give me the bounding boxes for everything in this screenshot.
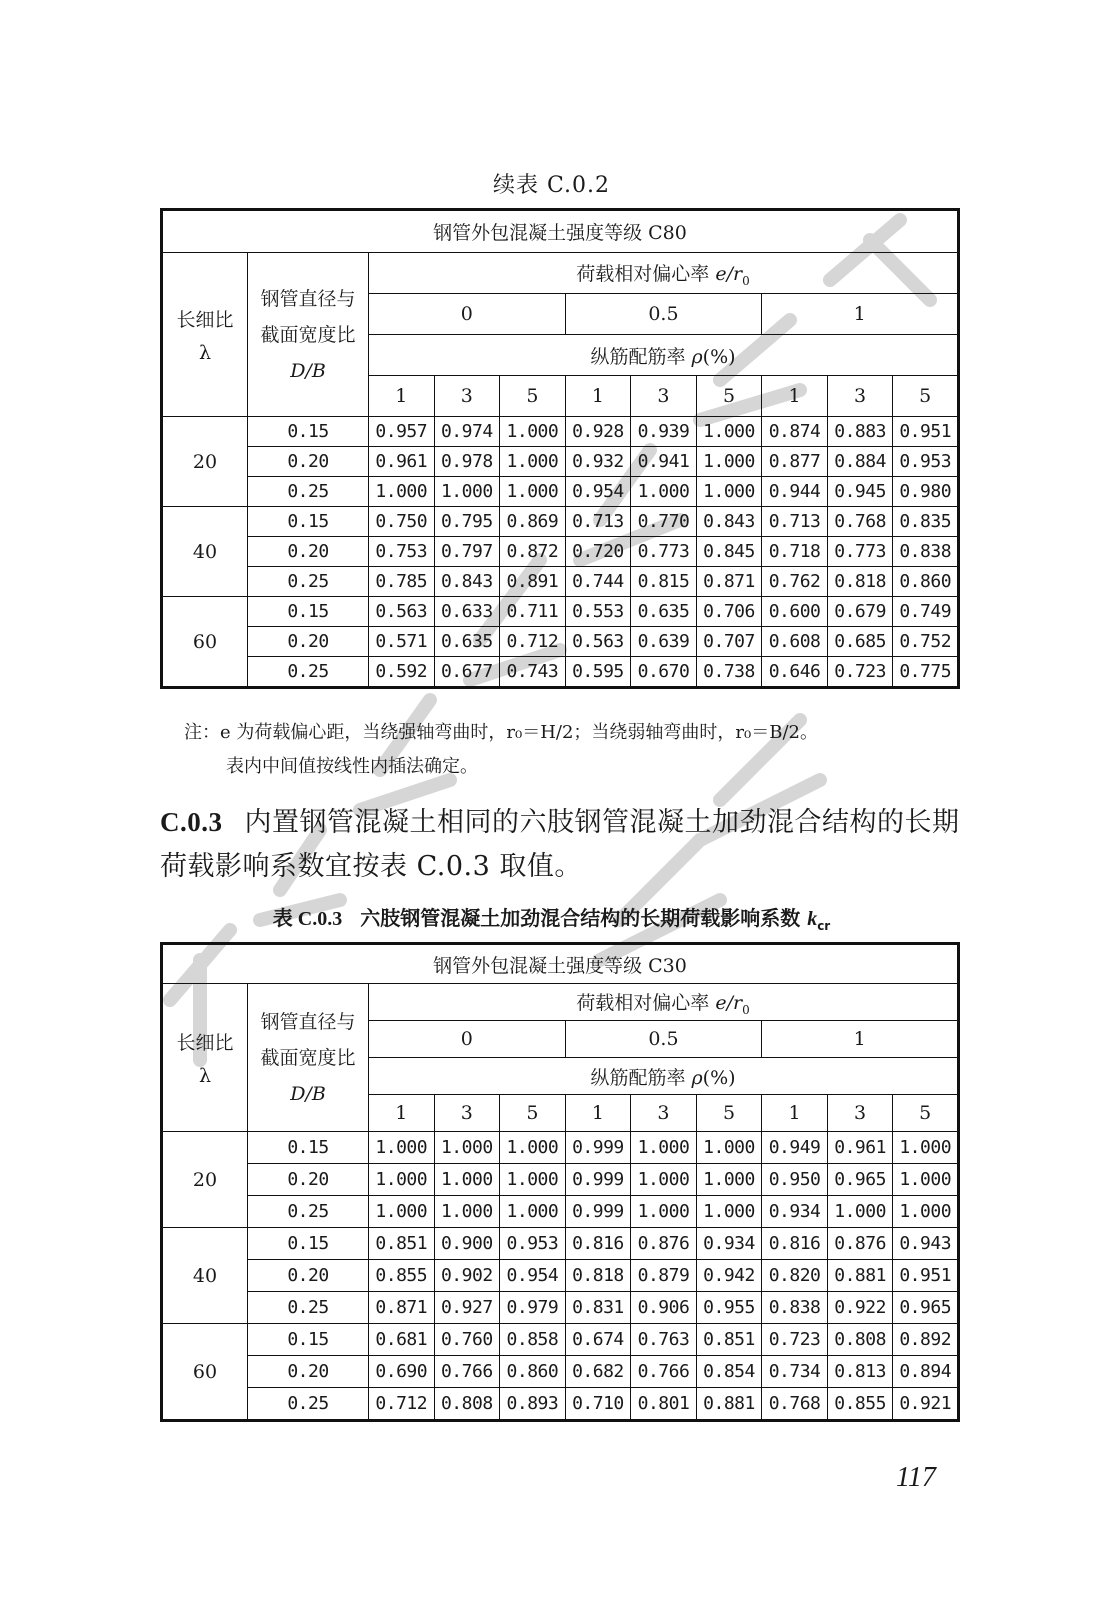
rho-value: 5 (696, 376, 762, 417)
value-cell: 1.000 (827, 1196, 893, 1228)
value-cell: 0.858 (500, 1324, 566, 1356)
value-cell: 0.808 (827, 1324, 893, 1356)
eccentricity-value: 1 (762, 294, 959, 335)
note-line-1: 注：e 为荷载偏心距，当绕强轴弯曲时，r₀＝H/2；当绕弱轴弯曲时，r₀＝B/2。 (184, 722, 818, 743)
value-cell: 0.820 (762, 1260, 828, 1292)
value-cell: 0.707 (696, 627, 762, 657)
eccentricity-label: 荷载相对偏心率 (576, 262, 710, 285)
rho-value: 3 (631, 1095, 697, 1132)
value-cell: 0.749 (893, 597, 959, 627)
value-cell: 1.000 (369, 1164, 435, 1196)
value-cell: 1.000 (434, 1132, 500, 1164)
table-row (162, 1324, 959, 1356)
rho-value: 5 (893, 1095, 959, 1132)
value-cell: 0.950 (762, 1164, 828, 1196)
db-cell: 0.15 (248, 417, 369, 447)
value-cell: 0.900 (434, 1228, 500, 1260)
ratio-label-line1: 钢管直径与 (260, 1010, 356, 1033)
lambda-cell: 60 (162, 1324, 248, 1421)
slenderness-symbol: λ (198, 342, 212, 364)
value-cell: 1.000 (893, 1132, 959, 1164)
section-c03-paragraph (160, 800, 970, 889)
section-text: 内置钢管混凝土相同的六肢钢管混凝土加劲混合结构的长期荷载影响系数宜按表 C.0.3 取值。 (160, 807, 960, 882)
rho-value: 3 (827, 1095, 893, 1132)
page-number: 117 (896, 1462, 936, 1493)
value-cell: 0.860 (893, 567, 959, 597)
value-cell: 0.884 (827, 447, 893, 477)
rho-value: 1 (565, 1095, 631, 1132)
value-cell: 0.845 (696, 537, 762, 567)
value-cell: 0.712 (369, 1388, 435, 1421)
value-cell: 0.571 (369, 627, 435, 657)
value-cell: 0.978 (434, 447, 500, 477)
table-row (162, 537, 959, 567)
value-cell: 0.760 (434, 1324, 500, 1356)
value-cell: 0.855 (827, 1388, 893, 1421)
table-row (162, 1292, 959, 1324)
table-row (162, 1196, 959, 1228)
rho-value: 3 (631, 376, 697, 417)
value-cell: 0.965 (893, 1292, 959, 1324)
value-cell: 0.720 (565, 537, 631, 567)
value-cell: 0.953 (893, 447, 959, 477)
value-cell: 0.766 (434, 1356, 500, 1388)
value-cell: 0.670 (631, 657, 697, 688)
value-cell: 0.808 (434, 1388, 500, 1421)
reinforcement-unit: (%) (702, 1066, 736, 1089)
value-cell: 0.713 (762, 507, 828, 537)
value-cell: 0.762 (762, 567, 828, 597)
value-cell: 0.892 (893, 1324, 959, 1356)
rho-value: 3 (827, 376, 893, 417)
eccentricity-header (369, 253, 959, 294)
value-cell: 0.906 (631, 1292, 697, 1324)
value-cell: 0.682 (565, 1356, 631, 1388)
value-cell: 0.711 (500, 597, 566, 627)
value-cell: 0.677 (434, 657, 500, 688)
value-cell: 1.000 (696, 447, 762, 477)
table-title: 六肢钢管混凝土加劲混合结构的长期荷载影响系数 (360, 906, 801, 930)
grade-title-row (162, 944, 959, 984)
rho-value: 1 (762, 1095, 828, 1132)
value-cell: 1.000 (500, 1132, 566, 1164)
value-cell: 1.000 (434, 1196, 500, 1228)
db-cell: 0.15 (248, 597, 369, 627)
value-cell: 0.927 (434, 1292, 500, 1324)
lambda-cell: 20 (162, 417, 248, 507)
value-cell: 0.734 (762, 1356, 828, 1388)
value-cell: 0.743 (500, 657, 566, 688)
value-cell: 0.763 (631, 1324, 697, 1356)
value-cell: 0.768 (762, 1388, 828, 1421)
value-cell: 0.773 (827, 537, 893, 567)
value-cell: 0.974 (434, 417, 500, 447)
value-cell: 0.953 (500, 1228, 566, 1260)
value-cell: 0.954 (565, 477, 631, 507)
eccentricity-value: 0.5 (565, 1021, 762, 1058)
rho-value: 3 (434, 376, 500, 417)
value-cell: 0.815 (631, 567, 697, 597)
header-row (162, 253, 959, 294)
eccentricity-value: 0 (369, 294, 566, 335)
value-cell: 1.000 (893, 1196, 959, 1228)
slenderness-label: 长细比 (176, 1032, 234, 1054)
value-cell: 0.999 (565, 1132, 631, 1164)
value-cell: 0.816 (762, 1228, 828, 1260)
ratio-label-line1: 钢管直径与 (260, 287, 356, 310)
value-cell: 0.954 (500, 1260, 566, 1292)
ratio-symbol: D/B (290, 359, 326, 382)
lambda-cell: 60 (162, 597, 248, 688)
db-cell: 0.15 (248, 1132, 369, 1164)
db-cell: 0.20 (248, 627, 369, 657)
value-cell: 0.831 (565, 1292, 631, 1324)
value-cell: 0.928 (565, 417, 631, 447)
reinforcement-symbol: ρ (691, 1066, 703, 1089)
value-cell: 0.951 (893, 417, 959, 447)
value-cell: 0.818 (565, 1260, 631, 1292)
value-cell: 0.744 (565, 567, 631, 597)
lambda-cell: 20 (162, 1132, 248, 1228)
eccentricity-header (369, 984, 959, 1021)
value-cell: 0.635 (434, 627, 500, 657)
value-cell: 1.000 (696, 477, 762, 507)
lambda-cell: 40 (162, 1228, 248, 1324)
value-cell: 1.000 (631, 1132, 697, 1164)
eccentricity-value: 0.5 (565, 294, 762, 335)
table-row (162, 657, 959, 688)
rho-value: 5 (696, 1095, 762, 1132)
table-row (162, 1164, 959, 1196)
value-cell: 1.000 (893, 1164, 959, 1196)
db-cell: 0.25 (248, 477, 369, 507)
value-cell: 0.838 (893, 537, 959, 567)
grade-title: 钢管外包混凝土强度等级 C80 (162, 210, 959, 253)
value-cell: 0.922 (827, 1292, 893, 1324)
value-cell: 0.874 (762, 417, 828, 447)
value-cell: 0.879 (631, 1260, 697, 1292)
rho-value: 1 (369, 376, 435, 417)
rho-value: 5 (893, 376, 959, 417)
value-cell: 1.000 (631, 477, 697, 507)
value-cell: 0.801 (631, 1388, 697, 1421)
ratio-label-line2: 截面宽度比 (260, 1046, 356, 1069)
rho-value: 1 (369, 1095, 435, 1132)
db-cell: 0.25 (248, 657, 369, 688)
value-cell: 0.595 (565, 657, 631, 688)
value-cell: 0.681 (369, 1324, 435, 1356)
ratio-label-line2: 截面宽度比 (260, 323, 356, 346)
value-cell: 0.902 (434, 1260, 500, 1292)
table-row (162, 417, 959, 447)
value-cell: 0.750 (369, 507, 435, 537)
eccentricity-symbol: e/r (715, 991, 743, 1014)
db-cell: 0.15 (248, 1324, 369, 1356)
value-cell: 0.753 (369, 537, 435, 567)
value-cell: 0.941 (631, 447, 697, 477)
table-row (162, 447, 959, 477)
value-cell: 0.891 (500, 567, 566, 597)
eccentricity-label: 荷载相对偏心率 (576, 991, 710, 1014)
value-cell: 0.961 (827, 1132, 893, 1164)
slenderness-symbol: λ (198, 1065, 212, 1087)
value-cell: 0.999 (565, 1164, 631, 1196)
rho-value: 5 (500, 1095, 566, 1132)
rho-value: 1 (762, 376, 828, 417)
value-cell: 0.768 (827, 507, 893, 537)
reinforcement-header (369, 335, 959, 376)
value-cell: 1.000 (696, 1196, 762, 1228)
value-cell: 0.871 (369, 1292, 435, 1324)
value-cell: 0.685 (827, 627, 893, 657)
db-cell: 0.15 (248, 1228, 369, 1260)
table-note (184, 716, 984, 784)
value-cell: 0.949 (762, 1132, 828, 1164)
value-cell: 0.674 (565, 1324, 631, 1356)
value-cell: 0.869 (500, 507, 566, 537)
table-row (162, 1132, 959, 1164)
value-cell: 1.000 (369, 477, 435, 507)
reinforcement-header (369, 1058, 959, 1095)
table-continued-caption: 续表 C.0.2 (492, 173, 611, 198)
lambda-cell: 40 (162, 507, 248, 597)
table-row (162, 567, 959, 597)
value-cell: 0.951 (893, 1260, 959, 1292)
value-cell: 0.939 (631, 417, 697, 447)
value-cell: 0.944 (762, 477, 828, 507)
value-cell: 0.797 (434, 537, 500, 567)
table-c03 (160, 942, 960, 1422)
value-cell: 0.592 (369, 657, 435, 688)
reinforcement-label: 纵筋配筋率 (590, 1066, 686, 1089)
value-cell: 0.723 (827, 657, 893, 688)
value-cell: 0.872 (500, 537, 566, 567)
value-cell: 0.957 (369, 417, 435, 447)
value-cell: 0.773 (631, 537, 697, 567)
rho-value: 1 (565, 376, 631, 417)
value-cell: 0.881 (827, 1260, 893, 1292)
value-cell: 0.795 (434, 507, 500, 537)
value-cell: 0.921 (893, 1388, 959, 1421)
ratio-header (248, 984, 369, 1132)
db-cell: 0.20 (248, 1356, 369, 1388)
value-cell: 0.813 (827, 1356, 893, 1388)
value-cell: 0.851 (696, 1324, 762, 1356)
value-cell: 1.000 (696, 1132, 762, 1164)
value-cell: 0.876 (827, 1228, 893, 1260)
value-cell: 1.000 (500, 447, 566, 477)
value-cell: 0.770 (631, 507, 697, 537)
table-row (162, 1356, 959, 1388)
value-cell: 0.942 (696, 1260, 762, 1292)
eccentricity-value: 0 (369, 1021, 566, 1058)
value-cell: 0.713 (565, 507, 631, 537)
table-c02-continued (160, 208, 960, 689)
value-cell: 1.000 (500, 1196, 566, 1228)
table-row (162, 1260, 959, 1292)
table-symbol-sub: cr (817, 919, 831, 933)
db-cell: 0.25 (248, 1292, 369, 1324)
value-cell: 0.961 (369, 447, 435, 477)
eccentricity-subscript: 0 (742, 1002, 750, 1017)
value-cell: 0.934 (762, 1196, 828, 1228)
value-cell: 0.723 (762, 1324, 828, 1356)
db-cell: 0.25 (248, 1388, 369, 1421)
value-cell: 0.816 (565, 1228, 631, 1260)
value-cell: 0.712 (500, 627, 566, 657)
rho-value: 3 (434, 1095, 500, 1132)
value-cell: 0.980 (893, 477, 959, 507)
table-row (162, 477, 959, 507)
reinforcement-label: 纵筋配筋率 (590, 345, 686, 368)
value-cell: 0.690 (369, 1356, 435, 1388)
value-cell: 0.854 (696, 1356, 762, 1388)
value-cell: 0.843 (434, 567, 500, 597)
value-cell: 1.000 (631, 1196, 697, 1228)
value-cell: 0.979 (500, 1292, 566, 1324)
value-cell: 1.000 (631, 1164, 697, 1196)
value-cell: 0.965 (827, 1164, 893, 1196)
value-cell: 0.838 (762, 1292, 828, 1324)
value-cell: 0.710 (565, 1388, 631, 1421)
value-cell: 0.718 (762, 537, 828, 567)
value-cell: 0.945 (827, 477, 893, 507)
value-cell: 0.818 (827, 567, 893, 597)
value-cell: 0.876 (631, 1228, 697, 1260)
db-cell: 0.20 (248, 447, 369, 477)
value-cell: 0.893 (500, 1388, 566, 1421)
db-cell: 0.20 (248, 1164, 369, 1196)
eccentricity-subscript: 0 (742, 273, 750, 288)
eccentricity-value: 1 (762, 1021, 959, 1058)
value-cell: 0.608 (762, 627, 828, 657)
value-cell: 0.639 (631, 627, 697, 657)
value-cell: 1.000 (369, 1196, 435, 1228)
db-cell: 0.20 (248, 1260, 369, 1292)
value-cell: 0.600 (762, 597, 828, 627)
table-symbol: k (807, 908, 818, 930)
value-cell: 0.766 (631, 1356, 697, 1388)
value-cell: 1.000 (500, 417, 566, 447)
value-cell: 0.943 (893, 1228, 959, 1260)
note-line-2: 表内中间值按线性内插法确定。 (226, 756, 478, 777)
db-cell: 0.25 (248, 567, 369, 597)
reinforcement-unit: (%) (702, 345, 736, 368)
value-cell: 0.871 (696, 567, 762, 597)
value-cell: 0.894 (893, 1356, 959, 1388)
value-cell: 1.000 (500, 477, 566, 507)
db-cell: 0.15 (248, 507, 369, 537)
value-cell: 0.955 (696, 1292, 762, 1324)
value-cell: 0.633 (434, 597, 500, 627)
value-cell: 0.553 (565, 597, 631, 627)
value-cell: 0.775 (893, 657, 959, 688)
table-number: 表 C.0.3 (272, 908, 343, 930)
table-row (162, 1228, 959, 1260)
value-cell: 0.883 (827, 417, 893, 447)
value-cell: 0.843 (696, 507, 762, 537)
table-row (162, 507, 959, 537)
value-cell: 0.851 (369, 1228, 435, 1260)
table-row (162, 627, 959, 657)
value-cell: 0.855 (369, 1260, 435, 1292)
value-cell: 0.881 (696, 1388, 762, 1421)
value-cell: 0.932 (565, 447, 631, 477)
value-cell: 0.752 (893, 627, 959, 657)
value-cell: 1.000 (369, 1132, 435, 1164)
db-cell: 0.25 (248, 1196, 369, 1228)
value-cell: 0.679 (827, 597, 893, 627)
grade-title-row (162, 210, 959, 253)
value-cell: 1.000 (434, 477, 500, 507)
slenderness-header (162, 253, 248, 417)
value-cell: 0.563 (565, 627, 631, 657)
value-cell: 0.877 (762, 447, 828, 477)
value-cell: 1.000 (696, 1164, 762, 1196)
reinforcement-symbol: ρ (691, 345, 703, 368)
value-cell: 0.563 (369, 597, 435, 627)
value-cell: 0.635 (631, 597, 697, 627)
rho-value: 5 (500, 376, 566, 417)
slenderness-label: 长细比 (176, 309, 234, 331)
grade-title: 钢管外包混凝土强度等级 C30 (162, 944, 959, 984)
slenderness-header (162, 984, 248, 1132)
eccentricity-symbol: e/r (715, 262, 743, 285)
value-cell: 0.934 (696, 1228, 762, 1260)
value-cell: 0.706 (696, 597, 762, 627)
value-cell: 1.000 (434, 1164, 500, 1196)
value-cell: 0.999 (565, 1196, 631, 1228)
table-row (162, 1388, 959, 1421)
ratio-header (248, 253, 369, 417)
ratio-symbol: D/B (290, 1082, 326, 1105)
value-cell: 0.646 (762, 657, 828, 688)
header-row (162, 984, 959, 1021)
table-row (162, 597, 959, 627)
value-cell: 0.738 (696, 657, 762, 688)
value-cell: 1.000 (696, 417, 762, 447)
value-cell: 0.860 (500, 1356, 566, 1388)
value-cell: 0.835 (893, 507, 959, 537)
value-cell: 0.785 (369, 567, 435, 597)
value-cell: 1.000 (500, 1164, 566, 1196)
section-number: C.0.3 (160, 807, 223, 837)
table-c03-caption (0, 902, 1103, 933)
db-cell: 0.20 (248, 537, 369, 567)
